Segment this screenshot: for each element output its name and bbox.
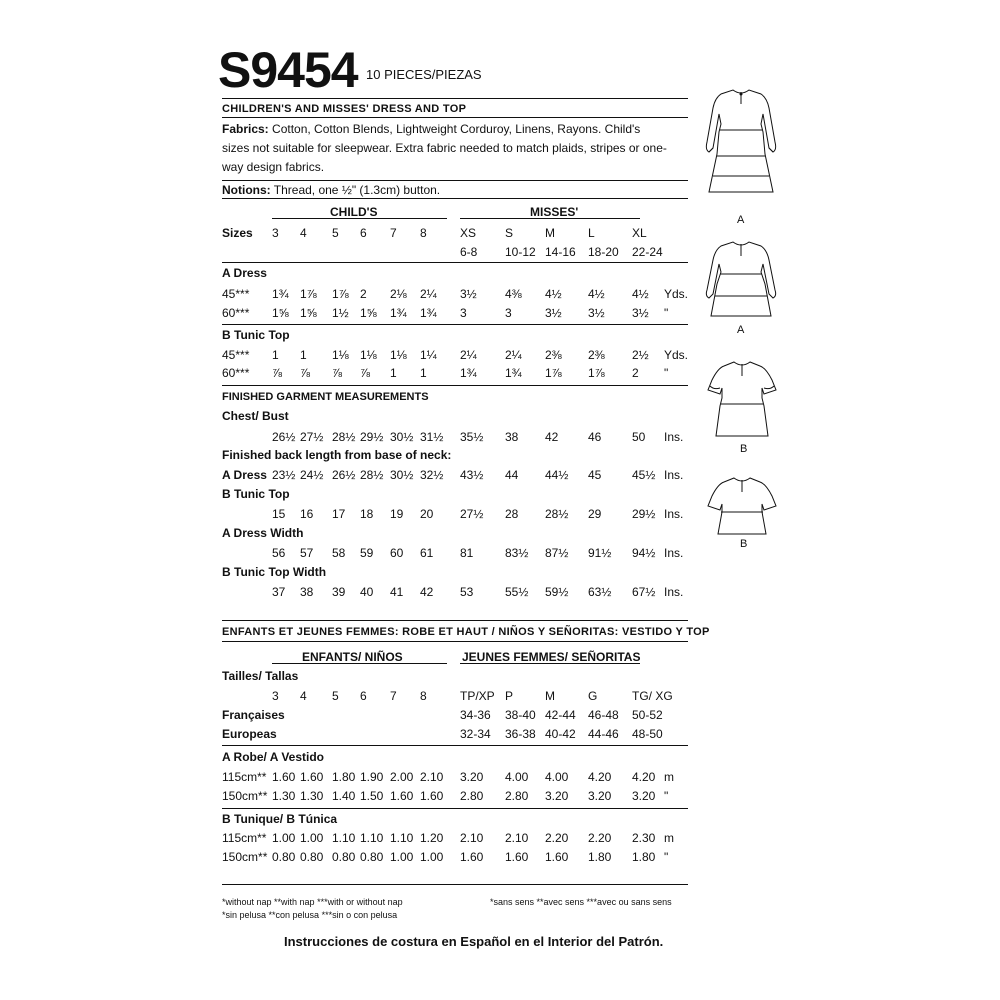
french-size-cell: 42-44: [545, 708, 576, 722]
unit-cell: ": [664, 789, 669, 803]
view-b-top-back-illustration: [706, 474, 778, 538]
misses-value-cell: 4.20: [588, 770, 612, 784]
child-value-cell: 1⅝: [300, 306, 317, 320]
childs-size-header: CHILD'S: [330, 205, 378, 219]
unit-cell: Yds.: [664, 348, 689, 362]
misses-value-cell: 2½: [632, 348, 649, 362]
child-value-cell: 38: [300, 585, 314, 599]
child-value-cell: 56: [272, 546, 286, 560]
child-value-cell: 1⅛: [390, 348, 407, 362]
view-b-dress-back-illustration: [706, 358, 778, 442]
child-value-cell: 29½: [360, 430, 384, 444]
european-size-cell: 32-34: [460, 727, 491, 741]
misses-value-cell: 28½: [545, 507, 569, 521]
notions-body: Thread, one ½" (1.3cm) button.: [270, 183, 441, 197]
b-tunique-heading: B Tunique/ B Túnica: [222, 812, 338, 826]
row-label: 150cm**: [222, 850, 268, 864]
child-value-cell: 0.80: [300, 850, 324, 864]
child-value-cell: 1.00: [390, 850, 414, 864]
child-value-cell: 1⅞: [300, 287, 317, 301]
misses-size-cell: P: [505, 689, 514, 703]
divider: [222, 198, 688, 199]
misses-value-cell: 2.10: [460, 831, 484, 845]
tailles-label: Tailles/ Tallas: [222, 669, 299, 683]
misses-value-cell: 3.20: [588, 789, 612, 803]
sizes-label: Sizes: [222, 226, 253, 240]
divider: [222, 262, 688, 263]
child-value-cell: 15: [272, 507, 286, 521]
misses-value-cell: 1.60: [460, 850, 484, 864]
child-value-cell: 1: [272, 348, 279, 362]
misses-value-cell: 50: [632, 430, 646, 444]
european-size-cell: 48-50: [632, 727, 663, 741]
misses-size-cell: XS: [460, 226, 477, 240]
misses-value-cell: 44½: [545, 468, 569, 482]
divider: [222, 620, 688, 621]
child-value-cell: 2.00: [390, 770, 414, 784]
unit-cell: Ins.: [664, 430, 684, 444]
child-value-cell: 1.60: [420, 789, 444, 803]
misses-value-cell: 53: [460, 585, 474, 599]
child-size-cell: 6: [360, 226, 367, 240]
misses-value-cell: 3.20: [545, 789, 569, 803]
misses-value-cell: 43½: [460, 468, 484, 482]
unit-cell: ": [664, 366, 669, 380]
fabrics-label: Fabrics:: [222, 122, 269, 136]
misses-value-cell: 2.20: [588, 831, 612, 845]
misses-value-cell: 2¼: [505, 348, 522, 362]
child-value-cell: 1.00: [420, 850, 444, 864]
misses-value-cell: 4⅜: [505, 287, 522, 301]
footnote-es: *sin pelusa **con pelusa ***sin o con pelusa: [222, 910, 398, 920]
misses-value-cell: 1.60: [505, 850, 529, 864]
unit-cell: ": [664, 850, 669, 864]
misses-value-cell: 3.20: [632, 789, 656, 803]
child-size-cell: 7: [390, 689, 397, 703]
back-length-label: Finished back length from base of neck:: [222, 448, 452, 462]
misses-value-cell: 2.10: [505, 831, 529, 845]
garment-title: CHILDREN'S AND MISSES' DRESS AND TOP: [222, 103, 467, 115]
francaises-label: Françaises: [222, 708, 285, 722]
child-value-cell: 26½: [332, 468, 356, 482]
child-value-cell: 61: [420, 546, 434, 560]
finished-measurements-heading: FINISHED GARMENT MEASUREMENTS: [222, 391, 429, 403]
view-a-dress-back-illustration: [703, 84, 779, 214]
child-value-cell: 1⅛: [360, 348, 377, 362]
misses-range-cell: 14-16: [545, 245, 576, 259]
misses-range-cell: 22-24: [632, 245, 663, 259]
child-value-cell: 1.00: [272, 831, 296, 845]
child-value-cell: 24½: [300, 468, 324, 482]
divider: [222, 745, 688, 746]
child-size-cell: 8: [420, 689, 427, 703]
row-label: 60***: [222, 306, 250, 320]
child-value-cell: 1.30: [300, 789, 324, 803]
misses-value-cell: 45: [588, 468, 602, 482]
misses-size-cell: XL: [632, 226, 647, 240]
unit-cell: ": [664, 306, 669, 320]
misses-size-cell: M: [545, 226, 555, 240]
child-value-cell: 2⅛: [390, 287, 407, 301]
child-value-cell: 1.00: [300, 831, 324, 845]
misses-value-cell: 1⅞: [588, 366, 605, 380]
child-value-cell: 1.10: [390, 831, 414, 845]
chest-bust-label: Chest/ Bust: [222, 409, 289, 423]
child-value-cell: 1¼: [420, 348, 437, 362]
misses-value-cell: 1.80: [632, 850, 656, 864]
child-value-cell: 1.60: [390, 789, 414, 803]
divider: [222, 808, 688, 809]
row-label: 115cm**: [222, 831, 267, 845]
french-size-cell: 50-52: [632, 708, 663, 722]
european-size-cell: 36-38: [505, 727, 536, 741]
child-value-cell: 59: [360, 546, 374, 560]
child-size-cell: 7: [390, 226, 397, 240]
misses-value-cell: 1¾: [460, 366, 477, 380]
misses-size-cell: L: [588, 226, 595, 240]
misses-value-cell: 3½: [632, 306, 649, 320]
misses-value-cell: 46: [588, 430, 602, 444]
child-value-cell: 1: [420, 366, 427, 380]
child-value-cell: 1.60: [300, 770, 324, 784]
child-value-cell: 1⅝: [360, 306, 377, 320]
jeunes-femmes-header: JEUNES FEMMES/ SEÑORITAS: [462, 650, 641, 664]
child-value-cell: 2: [360, 287, 367, 301]
child-value-cell: 58: [332, 546, 346, 560]
child-value-cell: 0.80: [360, 850, 384, 864]
child-size-cell: 6: [360, 689, 367, 703]
misses-value-cell: 45½: [632, 468, 656, 482]
child-value-cell: 20: [420, 507, 434, 521]
unit-cell: m: [664, 770, 674, 784]
piece-count: 10 PIECES/PIEZAS: [366, 67, 482, 82]
child-value-cell: 1½: [332, 306, 349, 320]
french-size-cell: 46-48: [588, 708, 619, 722]
child-value-cell: 31½: [420, 430, 444, 444]
child-value-cell: 17: [332, 507, 346, 521]
footnote-fr: *sans sens **avec sens ***avec ou sans sens: [490, 897, 672, 907]
child-value-cell: 57: [300, 546, 314, 560]
misses-value-cell: 4.00: [505, 770, 529, 784]
child-value-cell: 1.60: [272, 770, 296, 784]
child-value-cell: 42: [420, 585, 434, 599]
misses-value-cell: 2⅜: [545, 348, 562, 362]
misses-value-cell: 2.80: [460, 789, 484, 803]
child-value-cell: 1⅞: [332, 287, 349, 301]
misses-value-cell: 67½: [632, 585, 656, 599]
child-value-cell: 28½: [332, 430, 356, 444]
view-label: A: [737, 324, 745, 336]
row-label: 150cm**: [222, 789, 268, 803]
child-value-cell: 1⅝: [272, 306, 289, 320]
misses-value-cell: 2⅜: [588, 348, 605, 362]
child-value-cell: 16: [300, 507, 314, 521]
european-size-cell: 40-42: [545, 727, 576, 741]
row-label: 60***: [222, 366, 250, 380]
child-value-cell: 23½: [272, 468, 296, 482]
misses-value-cell: 87½: [545, 546, 569, 560]
child-value-cell: 2.10: [420, 770, 444, 784]
child-value-cell: 32½: [420, 468, 444, 482]
child-size-cell: 3: [272, 226, 279, 240]
child-size-cell: 4: [300, 689, 307, 703]
misses-size-cell: S: [505, 226, 514, 240]
child-value-cell: ⅞: [300, 366, 311, 380]
misses-size-header: MISSES': [530, 205, 579, 219]
misses-value-cell: 38: [505, 430, 519, 444]
a-dress-heading: A Dress: [222, 266, 267, 280]
spanish-instructions-note: Instrucciones de costura en Español en el Interior del Patrón.: [284, 934, 664, 949]
a-robe-heading: A Robe/ A Vestido: [222, 750, 325, 764]
child-value-cell: 37: [272, 585, 286, 599]
misses-value-cell: 1⅞: [545, 366, 562, 380]
misses-value-cell: 2.20: [545, 831, 569, 845]
child-value-cell: ⅞: [272, 366, 283, 380]
child-value-cell: 2¼: [420, 287, 437, 301]
child-size-cell: 5: [332, 689, 339, 703]
notions-label: Notions:: [222, 183, 271, 197]
misses-value-cell: 55½: [505, 585, 529, 599]
view-label: B: [740, 443, 748, 455]
child-value-cell: 0.80: [332, 850, 356, 864]
unit-cell: Ins.: [664, 585, 684, 599]
misses-value-cell: 1.80: [588, 850, 612, 864]
child-value-cell: 1.80: [332, 770, 356, 784]
b-tunic-heading: B Tunic Top: [222, 328, 290, 342]
europeas-label: Europeas: [222, 727, 277, 741]
misses-value-cell: 2.80: [505, 789, 529, 803]
misses-range-cell: 10-12: [505, 245, 536, 259]
child-value-cell: 0.80: [272, 850, 296, 864]
misses-size-cell: M: [545, 689, 555, 703]
child-value-cell: 18: [360, 507, 374, 521]
child-size-cell: 5: [332, 226, 339, 240]
child-value-cell: 1.90: [360, 770, 384, 784]
child-value-cell: 39: [332, 585, 346, 599]
a-dress-width-label: A Dress Width: [222, 526, 304, 540]
misses-value-cell: 4½: [632, 287, 649, 301]
unit-cell: Yds.: [664, 287, 689, 301]
misses-value-cell: 59½: [545, 585, 569, 599]
child-value-cell: ⅞: [332, 366, 343, 380]
child-value-cell: 1¾: [272, 287, 289, 301]
metric-title: ENFANTS ET JEUNES FEMMES: ROBE ET HAUT / NIÑOS Y SEÑORITAS: VESTIDO Y TOP: [222, 626, 710, 638]
misses-range-cell: 18-20: [588, 245, 619, 259]
footnote-en: *without nap **with nap ***with or without nap: [222, 897, 403, 907]
misses-value-cell: 4½: [588, 287, 605, 301]
fabrics-text: [222, 120, 667, 177]
fabrics-body: Cotton, Cotton Blends, Lightweight Corduroy, Linens, Rayons. Child's sizes not suitable for sleepwear. Extra fabric needed to match plaids, stripes or one-way design fabrics.: [222, 122, 667, 174]
row-label: 45***: [222, 287, 250, 301]
misses-value-cell: 94½: [632, 546, 656, 560]
unit-cell: Ins.: [664, 507, 684, 521]
misses-size-cell: TG/ XG: [632, 689, 673, 703]
misses-value-cell: 91½: [588, 546, 612, 560]
misses-value-cell: 2.30: [632, 831, 656, 845]
french-size-cell: 34-36: [460, 708, 491, 722]
child-value-cell: 30½: [390, 468, 414, 482]
view-label: A: [737, 214, 745, 226]
child-value-cell: 30½: [390, 430, 414, 444]
view-a-top-back-illustration: [703, 238, 779, 322]
child-value-cell: 1.50: [360, 789, 384, 803]
divider: [222, 324, 688, 325]
misses-range-cell: 6-8: [460, 245, 478, 259]
child-value-cell: 60: [390, 546, 404, 560]
row-label: A Dress: [222, 468, 267, 482]
misses-value-cell: 35½: [460, 430, 484, 444]
misses-value-cell: 4½: [545, 287, 562, 301]
child-value-cell: 1.20: [420, 831, 444, 845]
divider: [222, 385, 688, 386]
misses-value-cell: 3½: [545, 306, 562, 320]
child-value-cell: 1: [390, 366, 397, 380]
divider: [222, 117, 688, 118]
misses-value-cell: 83½: [505, 546, 529, 560]
child-value-cell: 28½: [360, 468, 384, 482]
child-value-cell: 41: [390, 585, 404, 599]
divider: [222, 98, 688, 99]
misses-size-cell: G: [588, 689, 598, 703]
row-label: 115cm**: [222, 770, 267, 784]
unit-cell: m: [664, 831, 674, 845]
unit-cell: Ins.: [664, 546, 684, 560]
divider: [222, 884, 688, 885]
misses-value-cell: 81: [460, 546, 474, 560]
misses-value-cell: 29½: [632, 507, 656, 521]
misses-value-cell: 27½: [460, 507, 484, 521]
child-value-cell: 1.40: [332, 789, 356, 803]
misses-value-cell: 4.20: [632, 770, 656, 784]
misses-value-cell: 1¾: [505, 366, 522, 380]
child-value-cell: 27½: [300, 430, 324, 444]
misses-value-cell: 28: [505, 507, 519, 521]
child-size-cell: 3: [272, 689, 279, 703]
child-value-cell: 1¾: [390, 306, 407, 320]
child-value-cell: 1.10: [360, 831, 384, 845]
misses-value-cell: 3½: [588, 306, 605, 320]
child-value-cell: 1.30: [272, 789, 296, 803]
child-size-cell: 8: [420, 226, 427, 240]
view-label: B: [740, 538, 748, 550]
divider: [222, 641, 688, 642]
b-tunic-length-label: B Tunic Top: [222, 487, 290, 501]
child-value-cell: 40: [360, 585, 374, 599]
child-value-cell: 26½: [272, 430, 296, 444]
misses-value-cell: 3.20: [460, 770, 484, 784]
row-label: 45***: [222, 348, 250, 362]
child-value-cell: ⅞: [360, 366, 371, 380]
european-size-cell: 44-46: [588, 727, 619, 741]
misses-value-cell: 2: [632, 366, 639, 380]
child-value-cell: 1: [300, 348, 307, 362]
child-value-cell: 1⅛: [332, 348, 349, 362]
enfants-header: ENFANTS/ NIÑOS: [302, 650, 403, 664]
child-size-cell: 4: [300, 226, 307, 240]
misses-value-cell: 63½: [588, 585, 612, 599]
pattern-number: S9454: [218, 42, 358, 98]
misses-value-cell: 2¼: [460, 348, 477, 362]
child-value-cell: 1.10: [332, 831, 356, 845]
misses-value-cell: 3½: [460, 287, 477, 301]
misses-value-cell: 1.60: [545, 850, 569, 864]
french-size-cell: 38-40: [505, 708, 536, 722]
misses-value-cell: 44: [505, 468, 519, 482]
unit-cell: Ins.: [664, 468, 684, 482]
misses-value-cell: 3: [505, 306, 512, 320]
misses-value-cell: 3: [460, 306, 467, 320]
misses-value-cell: 29: [588, 507, 602, 521]
misses-value-cell: 4.00: [545, 770, 569, 784]
child-value-cell: 1¾: [420, 306, 437, 320]
child-value-cell: 19: [390, 507, 404, 521]
b-tunic-width-label: B Tunic Top Width: [222, 565, 327, 579]
misses-value-cell: 42: [545, 430, 559, 444]
misses-size-cell: TP/XP: [460, 689, 495, 703]
